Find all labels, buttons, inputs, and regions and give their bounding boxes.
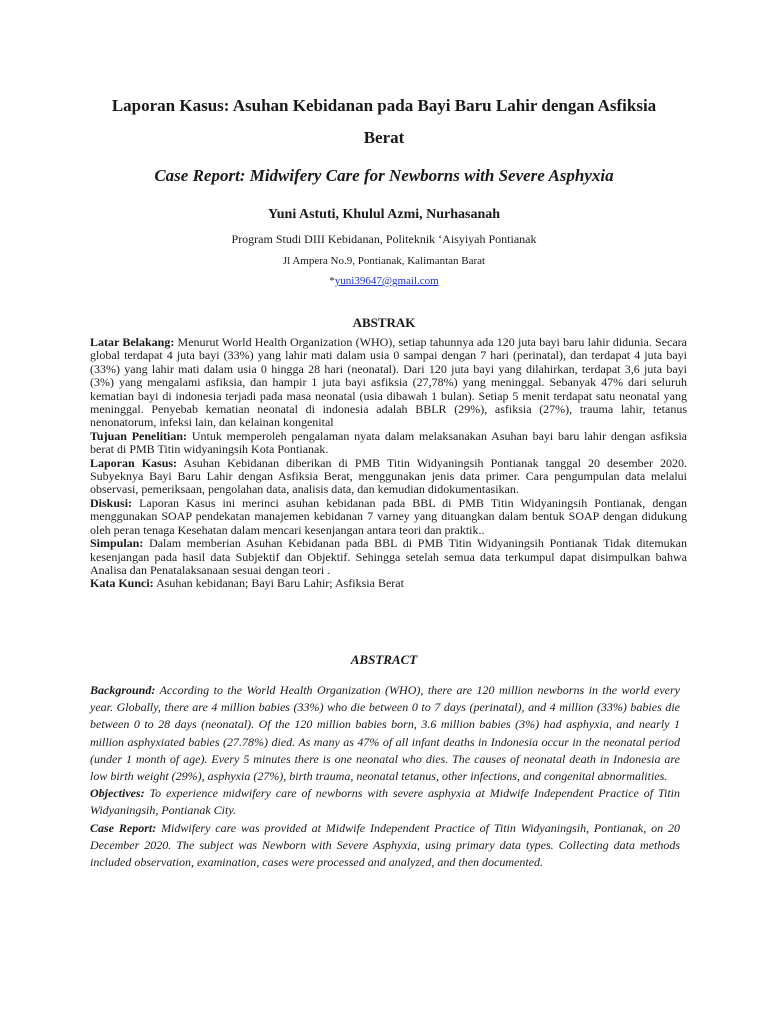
abstrak-section-laporan-kasus bbox=[90, 457, 687, 497]
paper-title: Laporan Kasus: Asuhan Kebidanan pada Bayi Baru Lahir dengan Asfiksia Berat bbox=[111, 96, 657, 147]
section-text: Midwifery care was provided at Midwife Independent Practice of Titin Widyaningsih, Pontianak, on 20 December 2020. The subject was Newborn with Severe Asphyxia, using primary data types. Collecting data methods included observation, examination, cases were processed and analyzed, and then documented. bbox=[90, 820, 680, 870]
abstrak-section-simpulan bbox=[90, 537, 687, 577]
abstract-section-objectives bbox=[90, 785, 680, 819]
section-label: Objectives: bbox=[90, 786, 145, 801]
section-text: To experience midwifery care of newborns with severe asphyxia at Midwife Independent Practice of Titin Widyaningsih, Pontianak City. bbox=[90, 786, 680, 818]
abstrak-section-tujuan bbox=[90, 430, 687, 457]
author-list: Yuni Astuti, Khulul Azmi, Nurhasanah bbox=[267, 207, 501, 222]
section-text: Asuhan Kebidanan diberikan di PMB Titin Widyaningsih Pontianak tanggal 20 desember 2020. Subyeknya Bayi Baru Lahir dengan Asfiksia Berat, menggunakan jenis data primer. Cara pengumpulan data melalui observasi, pemeriksaan, pengolahan data, analisis data, dan kemudian didokumentasikan. bbox=[90, 455, 687, 497]
author-affiliation: Program Studi DIII Kebidanan, Politeknik ‘Aisyiyah Pontianak bbox=[231, 232, 537, 246]
section-label: Case Report: bbox=[90, 820, 157, 835]
section-label: Tujuan Penelitian: bbox=[90, 428, 188, 443]
section-text: Dalam memberian Asuhan Kebidanan pada BBL di PMB Titin Widyaningsih Pontianak Tidak ditemukan kesenjangan pada hasil data Subjektif dan Objektif. Sehingga setelah semua data terkumpul dapat disimpulkan bahwa Analisa dan Penatalaksanaan sesuai dengan teori . bbox=[90, 536, 687, 577]
abstrak-section-diskusi bbox=[90, 497, 687, 537]
abstract-section-background bbox=[90, 682, 680, 785]
section-text: Untuk memperoleh pengalaman nyata dalam melaksanakan Asuhan bayi baru lahir dengan asfiksia berat di PMB Titin widyaningsih Kota Pontianak. bbox=[90, 428, 687, 457]
email-asterisk: * bbox=[329, 275, 335, 287]
section-text: Asuhan kebidanan; Bayi Baru Lahir; Asfiksia Berat bbox=[153, 576, 404, 591]
section-text: Menurut World Health Organization (WHO), setiap tahunnya ada 120 juta bayi baru lahir didunia. Secara global terdapat 4 juta bayi (33%) yang lahir mati dalam usia 0 sampai dengan 7 hari (perinatal), dan terdapat 4 juta bayi (33%) yang lahir mati dalam usia 0 hingga 28 hari (neonatal). Dari 120 juta bayi yang dilahirkan, terdapat 3,6 juta bayi (3%) yang mengalami asfiksia, dan hampir 1 juta bayi asfiksia (27,78%) yang meninggal. Sebanyak 47% dari seluruh kematian bayi di indonesia terjadi pada masa neonatal (usia dibawah 1 bulan). Setiap 5 menit terdapat satu neonatal yang meninggal. Penyebab kematian neonatal di indonesia adalah BBLR (29%), asfiksia (27%), trauma lahir, tetanus nenonatorum, infeksi lain, dan kelainan kongenital bbox=[90, 335, 687, 430]
section-label: Laporan Kasus: bbox=[90, 455, 178, 470]
section-label: Diskusi: bbox=[90, 495, 133, 510]
section-label: Kata Kunci: bbox=[90, 576, 154, 591]
section-label: Latar Belakang: bbox=[90, 335, 175, 349]
section-text: Laporan Kasus ini merinci asuhan kebidanan pada BBL di PMB Titin Widyaningsih Pontianak, dengan menggunakan SOAP pendekatan manajemen kebidanan 7 varney yang dituangkan dalam bentuk SOAP dengan didukung oleh peran tenaga Kesehatan dalam mencari kesenjangan antara teori dan praktik.. bbox=[90, 495, 687, 537]
section-label: Background: bbox=[90, 683, 156, 697]
author-email-link[interactable]: yuni39647@gmail.com bbox=[334, 275, 439, 287]
abstract-section-case-report bbox=[90, 820, 680, 872]
author-email-line bbox=[60, 274, 708, 288]
paper-subtitle-english: Case Report: Midwifery Care for Newborns with Severe Asphyxia bbox=[154, 166, 614, 185]
section-text: According to the World Health Organization (WHO), there are 120 million newborns in the world every year. Globally, there are 4 million babies (33%) who die between 0 to 7 days (perinatal), and 4 million (33%) babies die between 0 to 28 days (neonatal). Of the 120 million babies born, 3.6 million babies (3%) had asphyxia, and nearly 1 million asphyxiated babies (27.78%) died. As many as 47% of all infant deaths in Indonesia occur in the neonatal period (under 1 month of age). Every 5 minutes there is one neonatal who dies. The causes of neonatal death in Indonesia are low birth weight (29%), asphyxia (27%), birth trauma, neonatal tetanus, other infections, and congenital abnormalities. bbox=[90, 683, 680, 784]
abstrak-heading: ABSTRAK bbox=[352, 315, 416, 330]
abstrak-body bbox=[90, 336, 687, 591]
abstract-heading: ABSTRACT bbox=[350, 652, 418, 667]
abstrak-section-kata-kunci bbox=[90, 577, 687, 590]
section-label: Simpulan: bbox=[90, 536, 144, 551]
abstrak-section-latar-belakang bbox=[90, 336, 687, 430]
author-address: Jl Ampera No.9, Pontianak, Kalimantan Barat bbox=[282, 255, 486, 267]
abstract-body bbox=[90, 682, 680, 871]
